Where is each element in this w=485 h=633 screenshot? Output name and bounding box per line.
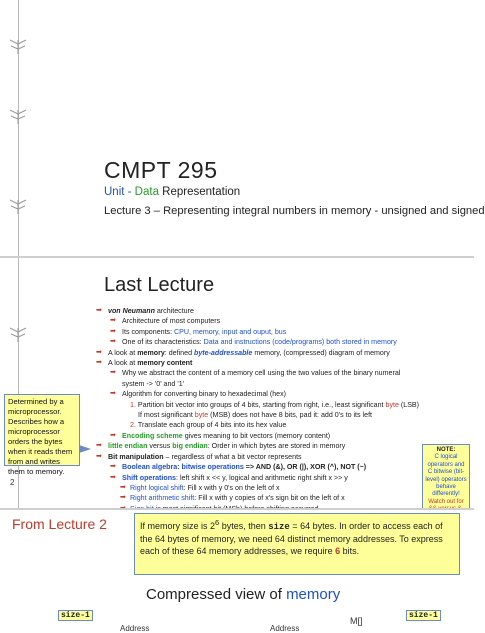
list-item: system -> '0' and '1' [122,379,184,388]
list-item: 1. Partition bit vector into groups of 4 bits, starting from right, i.e., least significant byte (LSB) [130,400,420,409]
course-title: CMPT 295 [104,157,218,183]
list-item: 2. Translate each group of 4 bits into its hex value [130,421,287,430]
title-slide [0,0,485,256]
unit-suffix: Representation [158,186,241,198]
compressed-view-heading: Compressed view of memory [146,586,341,603]
slide-body [94,306,469,514]
decoration-leaf-icon [6,200,30,214]
slide-decoration-line [18,0,19,256]
page-number: 2 [10,478,15,487]
address-label: Address [120,624,150,633]
unit-subtitle [104,186,240,198]
memory-label: M[] [350,616,363,626]
list-item: ➡ Its components: CPU, memory, input and ouput, bus [110,327,287,336]
size-label: size-1 [58,610,93,621]
list-item: ➡ Architecture of most computers [110,317,221,326]
memory-size-callout: If memory size is $2^6$ bytes, then size = 64 bytes. In order to access each of the 64 bytes of memory, we need 64 distinct memory addresses. To express each of these 64 memory addresses, we require 6 bits. [134,513,460,575]
list-item: ➡ Why we abstract the content of a memory cell using the two values of the binary numeral [110,369,401,378]
list-item: If most significant byte (MSB) does not have 8 bits, pad it: add 0's to its left [138,411,373,420]
list-item: ➡ Encoding scheme gives meaning to bit vectors (memory content) [110,431,331,440]
decoration-leaf-icon [6,328,30,342]
unit-word: Data [134,186,159,198]
list-item: ➡ little endian versus big endian: Order in which bytes are stored in memory [96,442,346,451]
lecture-title: Lecture 3 – Representing integral numbers in memory - unsigned and signed [104,205,485,217]
list-item: ➡ A look at memory content [96,359,193,368]
list-item: ➡ One of its characteristics: Data and instructions (code/programs) both stored in memory [110,338,397,347]
list-item: ➡ Right logical shift: Fill x with y 0's on the left of x [120,483,280,492]
slide-title: Last Lecture [104,274,215,296]
last-lecture-slide [0,258,474,508]
lecture2-slide [0,510,474,632]
unit-prefix: Unit - [104,186,135,198]
decoration-leaf-icon [6,40,30,54]
list-item: ➡ Shift operations: left shift x << y, logical and arithmetic right shift x >> y [110,473,348,482]
list-item: ➡ Right arithmetic shift: Fill x with y copies of x's sign bit on the left of x [120,494,345,503]
list-item: ➡ Algorithm for converting binary to hexadecimal (hex) [110,390,287,399]
decoration-leaf-icon [6,110,30,124]
list-item: ➡ Boolean algebra: bitwise operations => AND (&), OR (|), XOR (^), NOT (~) [110,463,367,472]
address-label: Address [270,624,300,633]
note-box: NOTE: C logical operators and C bitwise (bit- level) operators behave differently! Watch out for [422,444,470,510]
endian-tooltip: Determined by a microprocessor. Describes how a microprocessor orders the bytes when it reads them from and writes them to memory. [4,394,80,466]
list-item: ➡ Bit manipulation – regardless of what a bit vector represents [96,452,302,461]
list-item: ➡ A look at memory: defined byte-addressable memory, (compressed) diagram of memory [96,348,390,357]
list-item: ➡ von Neumann architecture [96,307,194,315]
size-label: size-1 [406,610,441,621]
slide-title: From Lecture 2 [12,516,107,532]
